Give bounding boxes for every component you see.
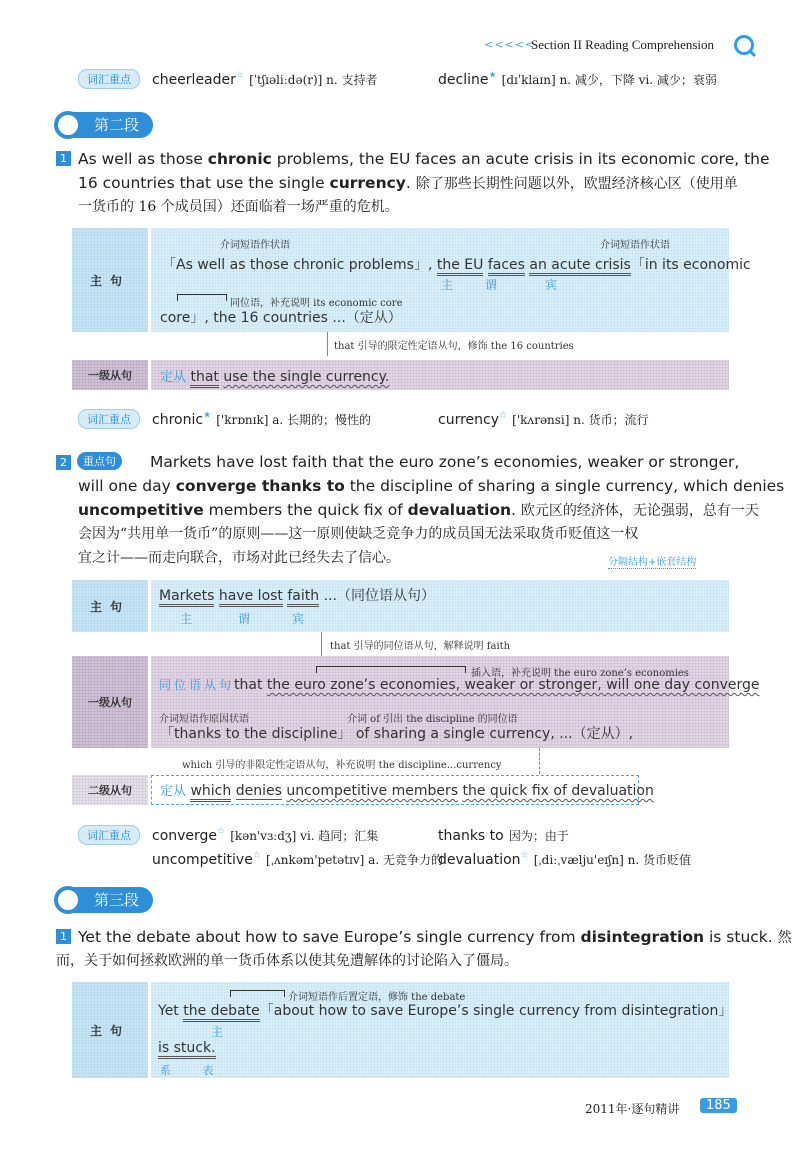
- structure-note: 分隔结构+嵌套结构: [608, 553, 696, 569]
- vocab-entry: uncompetitive☆ [ˌʌnkəm'petətɪv] a. 无竞争力的: [152, 850, 443, 868]
- analysis-line: 「As well as those chronic problems」, the EU faces an acute crisis「in its economic: [162, 254, 751, 274]
- label-main-clause: 主句: [72, 982, 148, 1078]
- sentence-english: As well as those chronic problems, the EU faces an acute crisis in its economic core, the: [78, 150, 770, 168]
- role-object: 宾: [545, 278, 558, 292]
- role-verb: 谓: [485, 278, 498, 292]
- vocab-tag: 词汇重点: [78, 69, 140, 89]
- note: 介词短语作原因状语: [159, 714, 249, 725]
- vocab-entry: chronic★ ['krɒnɪk] a. 长期的；慢性的: [152, 410, 372, 428]
- label-main-clause: 主句: [72, 580, 148, 632]
- vocab-entry: cheerleader☆ [ˈtʃɪəliːdə(r)] n. 支持者: [152, 70, 378, 88]
- note: 介词短语作状语: [600, 240, 670, 251]
- sentence-number: 1: [56, 929, 71, 944]
- connector-line: [327, 332, 328, 356]
- note: 介词 of 引出 the discipline 的同位语: [347, 714, 518, 725]
- header-arrows: <<<<<: [484, 38, 536, 51]
- connector-line: [321, 632, 322, 656]
- role-object: 宾: [292, 612, 305, 626]
- vocab-entry: thanks to 因为；由于: [438, 828, 569, 844]
- note: 插入语，补充说明 the euro zone’s economies: [471, 668, 689, 679]
- label-sub-clause: 一级从句: [72, 656, 148, 748]
- label-sub-clause: 一级从句: [72, 360, 148, 390]
- vocab-entry: currency☆ ['kʌrənsi] n. 货币；流行: [438, 410, 649, 428]
- label-sub-clause-2: 二级从句: [72, 775, 148, 805]
- analysis-line: core」, the 16 countries ...（定从）: [160, 310, 402, 326]
- note: that 引导的限定性定语从句，修饰 the 16 countries: [334, 341, 574, 352]
- section-q-icon: [54, 111, 82, 139]
- sentence-english-2: 16 countries that use the single currency. 除了那些长期性问题以外，欧盟经济核心区（使用单: [78, 174, 738, 192]
- key-sentence-badge: 重点句: [77, 452, 122, 470]
- sentence-english-2: will one day converge thanks to the discipline of sharing a single currency, which denies: [78, 477, 785, 495]
- label-main-clause: 主句: [72, 228, 148, 332]
- sentence-chinese: 会因为“共用单一货币”的原则——这一原则使缺乏竞争力的成员国无法采取货币贬值这一权: [78, 526, 639, 542]
- analysis-line: is stuck.: [158, 1040, 216, 1056]
- sentence-english: Markets have lost faith that the euro zone’s economies, weaker or stronger,: [150, 453, 740, 471]
- note: that 引导的同位语从句，解释说明 faith: [330, 641, 511, 652]
- analysis-line: 定从 that use the single currency.: [160, 366, 389, 385]
- analysis-line: Markets have lost faith ...（同位语从句）: [159, 585, 435, 605]
- header-title: Section II Reading Comprehension: [531, 37, 715, 52]
- bracket: [316, 666, 466, 673]
- role-link-predicative: 系 表: [160, 1064, 228, 1077]
- role-subject: 主: [211, 1025, 224, 1039]
- note: 介词短语作状语: [220, 240, 290, 251]
- sentence-chinese: 而，关于如何拯救欧洲的单一货币体系以使其免遭解体的讨论陷入了僵局。: [56, 953, 518, 969]
- connector-line: [539, 748, 540, 774]
- note: 介词短语作后置定语，修饰 the debate: [288, 992, 466, 1003]
- sentence-chinese: 宜之计——而走向联合，市场对此已经失去了信心。: [78, 550, 400, 566]
- note: 同位语，补充说明 its economic core: [230, 298, 403, 309]
- section-title: 第三段: [56, 887, 153, 913]
- vocab-entry: decline★ [dɪˈklaɪn] n. 减少，下降 vi. 减少；衰弱: [438, 70, 717, 88]
- sentence-english: Yet the debate about how to save Europe’s single currency from disintegration is stuck. 然: [78, 928, 792, 946]
- vocab-tag: 词汇重点: [78, 409, 140, 429]
- section-q-icon: [54, 886, 82, 914]
- bracket: [230, 990, 285, 997]
- analysis-line: 定从 which denies uncompetitive members the quick fix of devaluation: [160, 780, 654, 799]
- sentence-english-3: uncompetitive members the quick fix of devaluation. 欧元区的经济体，无论强弱，总有一天: [78, 501, 759, 519]
- note: which 引导的非限定性定语从句，补充说明 the discipline...currency: [182, 760, 502, 771]
- analysis-line: 「thanks to the discipline」 of sharing a single currency, ...（定从）,: [160, 726, 634, 742]
- section-title: 第二段: [56, 112, 153, 138]
- role-subject: 主: [441, 278, 454, 292]
- vocab-entry: converge☆ [kən'vɜːdʒ] vi. 趋同；汇集: [152, 826, 379, 844]
- analysis-line: 同位语从句that the euro zone’s economies, weaker or stronger, will one day converge: [159, 677, 760, 693]
- role-verb: 谓: [238, 612, 251, 626]
- vocab-tag: 词汇重点: [78, 825, 140, 845]
- sentence-chinese: 一货币的 16 个成员国）还面临着一场严重的危机。: [78, 199, 399, 215]
- role-subject: 主: [180, 612, 193, 626]
- sentence-number: 1: [56, 151, 71, 166]
- footer-text: 2011年·逐句精讲: [585, 1102, 680, 1116]
- q-tail-icon: [749, 50, 756, 57]
- page-number: 185: [700, 1098, 737, 1113]
- sentence-number: 2: [56, 455, 71, 470]
- analysis-line: Yet the debate「about how to save Europe’s single currency from disintegration」: [158, 1000, 732, 1020]
- vocab-entry: devaluation☆ [ˌdiːˌvælju'eɪʃn] n. 货币贬值: [438, 850, 691, 868]
- bracket: [177, 294, 227, 301]
